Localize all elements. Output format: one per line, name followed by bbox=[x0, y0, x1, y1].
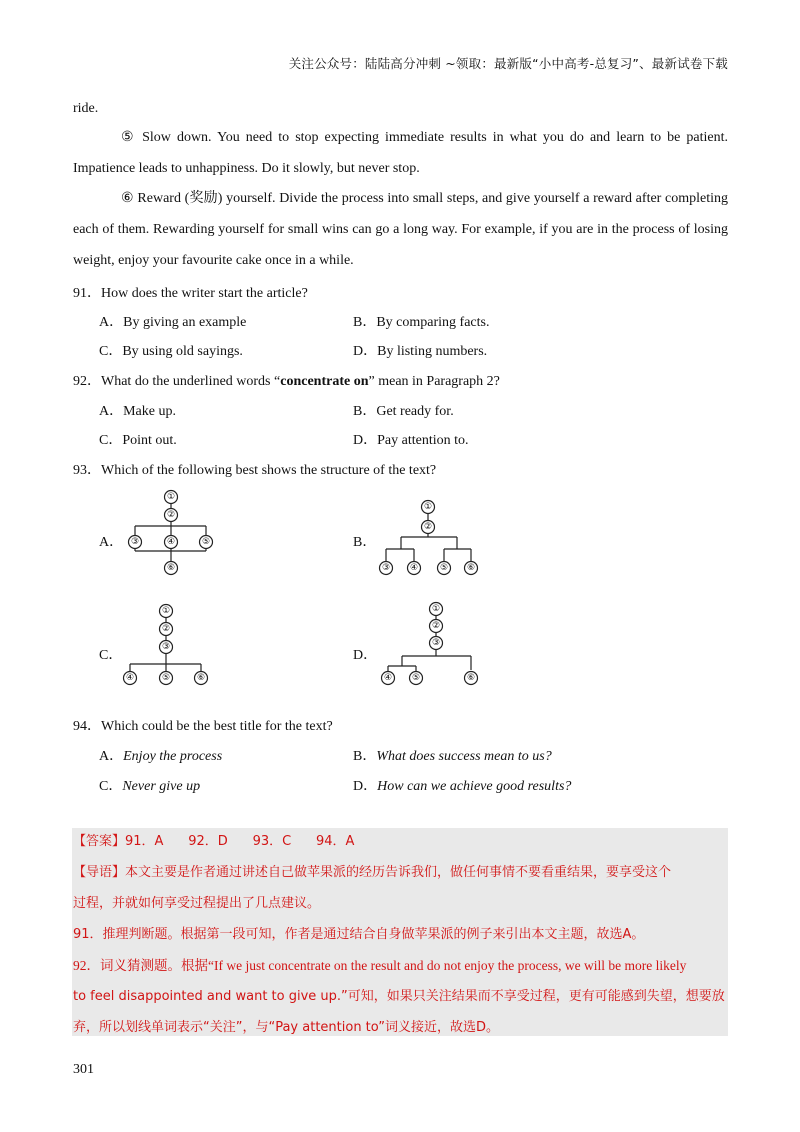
svg-text:⑤: ⑤ bbox=[439, 563, 449, 573]
q92-underlined-words: concentrate on bbox=[280, 374, 369, 389]
svg-text:⑤: ⑤ bbox=[161, 673, 171, 683]
question-93-stem: 93．Which of the following best shows the structure of the text? bbox=[73, 463, 437, 478]
question-91-stem: 91．How does the writer start the article? bbox=[73, 286, 308, 301]
svg-text:②: ② bbox=[161, 624, 171, 634]
svg-text:④: ④ bbox=[125, 673, 135, 683]
svg-text:⑥: ⑥ bbox=[196, 673, 206, 683]
answer-intro: 【导语】本文主要是作者通过讲述自己做苹果派的经历告诉我们，做任何事情不要看重结果，要享受这个 bbox=[73, 865, 672, 880]
svg-text:①: ① bbox=[161, 606, 171, 616]
svg-text:⑤: ⑤ bbox=[201, 537, 211, 547]
q93-diagram-d bbox=[376, 600, 486, 690]
svg-text:④: ④ bbox=[166, 537, 176, 547]
q91-option-d: D．By listing numbers. bbox=[353, 344, 488, 359]
q92-option-a: A．Make up. bbox=[99, 404, 176, 419]
svg-text:②: ② bbox=[166, 510, 176, 520]
svg-text:①: ① bbox=[423, 502, 433, 512]
q94-option-a: A．Enjoy the process bbox=[99, 749, 223, 764]
q93-option-a-label: A． bbox=[99, 535, 124, 550]
passage-paragraph-5: ⑤ Slow down. You need to stop expecting immediate results in what you do and learn to be patient. Impatience leads to unhappiness. Do it slowly, but never stop. bbox=[73, 130, 728, 176]
q94-option-b: B．What does success mean to us? bbox=[353, 749, 552, 764]
svg-text:③: ③ bbox=[431, 638, 441, 648]
answer-intro-cont: 过程，并就如何享受过程提出了几点建议。 bbox=[73, 896, 321, 911]
svg-text:⑥: ⑥ bbox=[466, 563, 476, 573]
svg-text:⑥: ⑥ bbox=[466, 673, 476, 683]
question-92-stem bbox=[73, 370, 500, 390]
q93-diagram-c bbox=[118, 602, 218, 690]
page-number: 301 bbox=[73, 1062, 94, 1077]
svg-text:④: ④ bbox=[383, 673, 393, 683]
passage-paragraph-6: ⑥ Reward (奖励) yourself. Divide the process into small steps, and give yourself a reward after completing each of them. Rewarding yourself for small wins can go a long way. For example, if you are in the process of losing weight, enjoy your favourite cake once in a while. bbox=[73, 191, 728, 268]
q92-stem-post: ” mean in Paragraph 2? bbox=[368, 374, 500, 389]
q93-option-b-label: B． bbox=[353, 535, 377, 550]
svg-text:①: ① bbox=[166, 492, 176, 502]
answer-explanation-91: 91．推理判断题。根据第一段可知，作者是通过结合自身做苹果派的例子来引出本文主题，故选A。 bbox=[73, 927, 645, 942]
svg-text:③: ③ bbox=[381, 563, 391, 573]
svg-text:②: ② bbox=[423, 522, 433, 532]
question-94-stem: 94．Which could be the best title for the text? bbox=[73, 719, 333, 734]
q91-option-a: A．By giving an example bbox=[99, 315, 247, 330]
q93-diagram-b bbox=[374, 497, 484, 577]
answer-explanation-92: 92．词义猜测题。根据“If we just concentrate on the result and do not enjoy the process, we will be more likely bbox=[73, 958, 687, 973]
q92-stem-pre: 92．What do the underlined words “ bbox=[73, 374, 281, 389]
q92-option-d: D．Pay attention to. bbox=[353, 433, 469, 448]
q92-option-c: C．Point out. bbox=[99, 433, 177, 448]
svg-text:②: ② bbox=[431, 621, 441, 631]
svg-text:①: ① bbox=[431, 604, 441, 614]
q91-option-b: B．By comparing facts. bbox=[353, 315, 490, 330]
svg-text:④: ④ bbox=[409, 563, 419, 573]
q93-option-c-label: C． bbox=[99, 648, 123, 663]
answer-explanation-92-cont: to feel disappointed and want to give up.”可知，如果只关注结果而不享受过程，更有可能感到失望，想要放 bbox=[73, 989, 725, 1004]
svg-text:③: ③ bbox=[130, 537, 140, 547]
q93-option-d-label: D． bbox=[353, 648, 378, 663]
answer-explanation-92-end: 弃，所以划线单词表示“关注”，与“Pay attention to”词义接近，故选D。 bbox=[73, 1020, 500, 1035]
svg-text:⑤: ⑤ bbox=[411, 673, 421, 683]
q92-option-b: B．Get ready for. bbox=[353, 404, 454, 419]
q91-option-c: C．By using old sayings. bbox=[99, 344, 243, 359]
page-header: 关注公众号：陆陆高分冲刺 ~领取：最新版“小中高考-总复习”、最新试卷下载 bbox=[288, 56, 728, 71]
passage-line-ride: ride. bbox=[73, 101, 99, 116]
svg-text:③: ③ bbox=[161, 642, 171, 652]
q93-diagram-a bbox=[120, 488, 220, 580]
q94-option-c: C．Never give up bbox=[99, 779, 201, 794]
svg-text:⑥: ⑥ bbox=[166, 563, 176, 573]
answer-key: 【答案】91．A 92．D 93．C 94．A bbox=[73, 834, 355, 849]
q94-option-d: D．How can we achieve good results? bbox=[353, 779, 572, 794]
